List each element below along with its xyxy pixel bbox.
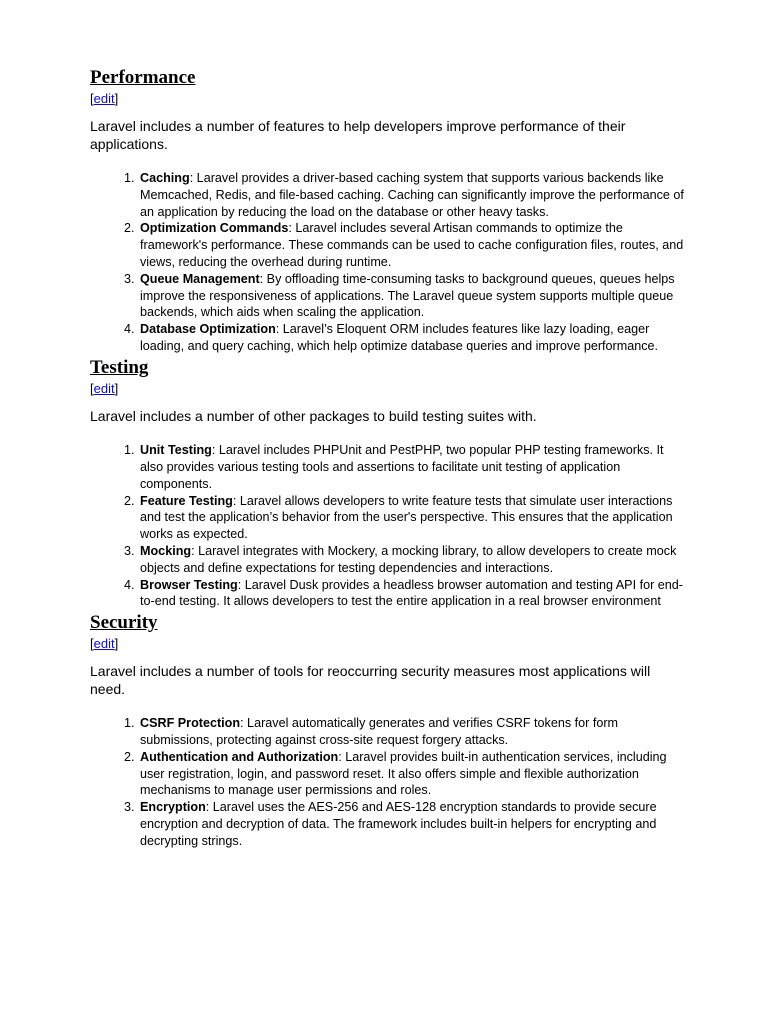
list-item — [138, 170, 684, 220]
section-title: Security — [90, 612, 158, 634]
list-item — [138, 799, 684, 849]
item-description: : Laravel Dusk provides a headless browser automation and testing API for end-to-end testing. It allows developers to test the entire application in a real browser environment — [140, 577, 683, 609]
item-description: : Laravel includes several Artisan commands to optimize the framework's performance. These commands can be used to cache configuration files, routes, and views, reducing the overhead during runtime. — [140, 221, 684, 269]
item-description: : Laravel includes PHPUnit and PestPHP, two popular PHP testing frameworks. It also provides various testing tools and assertions to facilitate unit testing of application components. — [140, 443, 664, 491]
item-term: Caching — [140, 171, 190, 185]
item-description: : By offloading time-consuming tasks to background queues, queues helps improve the responsiveness of applications. The Laravel queue system supports multiple queue backends, which aids when scaling the application. — [140, 271, 675, 320]
section-intro: Laravel includes a number of tools for reoccurring security measures most applications will need. — [90, 663, 651, 697]
section-testing — [90, 357, 684, 610]
list-item — [138, 442, 684, 492]
list-item — [138, 715, 684, 749]
item-term: Unit Testing — [140, 443, 212, 458]
item-term: Optimization Commands — [140, 221, 289, 236]
item-term: Mocking — [140, 544, 192, 559]
section-intro: Laravel includes a number of features to help developers improve performance of their applications. — [90, 118, 626, 152]
list-item — [138, 271, 684, 321]
item-description: : Laravel allows developers to write feature tests that simulate user interactions and test the application’s behavior from the user's perspective. This ensures that the application works as expected. — [140, 493, 673, 542]
section-title: Testing — [90, 356, 149, 378]
section-security — [90, 612, 684, 849]
edit-link[interactable]: edit — [93, 380, 115, 396]
edit-line: [edit] — [90, 636, 119, 652]
item-term: Authentication and Authorization — [140, 749, 339, 764]
item-description: : Laravel integrates with Mockery, a mocking library, to allow developers to create mock objects and define expectations for testing dependencies and interactions. — [140, 544, 677, 575]
item-description: : Laravel’s Eloquent ORM includes features like lazy loading, eager loading, and query caching, which help optimize database queries and improve performance. — [140, 322, 659, 353]
list-item — [138, 493, 684, 543]
item-description: : Laravel provides built-in authentication services, including user registration, login, and password reset. It also offers simple and flexible authorization mechanisms to manage user permissions and roles. — [140, 749, 667, 798]
numbered-list — [90, 170, 684, 355]
list-item — [138, 577, 684, 611]
list-item — [138, 749, 684, 799]
list-item — [138, 220, 684, 270]
section-intro: Laravel includes a number of other packages to build testing suites with. — [90, 407, 537, 424]
item-term: Feature Testing — [140, 493, 233, 508]
edit-line: [edit] — [90, 380, 119, 396]
item-term: CSRF Protection — [140, 716, 241, 731]
item-description: : Laravel automatically generates and verifies CSRF tokens for form submissions, protecting against cross-site request forgery attacks. — [140, 716, 619, 748]
item-term: Database Optimization — [140, 322, 276, 337]
edit-link[interactable]: edit — [93, 91, 115, 106]
edit-link[interactable]: edit — [93, 636, 115, 652]
list-item — [138, 321, 684, 355]
list-item — [138, 543, 684, 577]
section-title: Performance — [90, 67, 196, 88]
item-description: : Laravel provides a driver-based caching system that supports various backends like Memcached, Redis, and file-based caching. Caching can significantly improve the performance of an application by reducing the load on the database or other heavy tasks. — [140, 171, 684, 219]
edit-line: [edit] — [90, 91, 119, 106]
item-term: Encryption — [140, 800, 206, 815]
item-term: Queue Management — [140, 271, 260, 286]
item-description: : Laravel uses the AES-256 and AES-128 encryption standards to provide secure encryption and decryption of data. The framework includes built-in helpers for encrypting and decrypting strings. — [140, 800, 657, 848]
numbered-list — [90, 442, 684, 610]
section-performance — [90, 67, 684, 355]
item-term: Browser Testing — [140, 577, 238, 592]
numbered-list — [90, 715, 684, 849]
